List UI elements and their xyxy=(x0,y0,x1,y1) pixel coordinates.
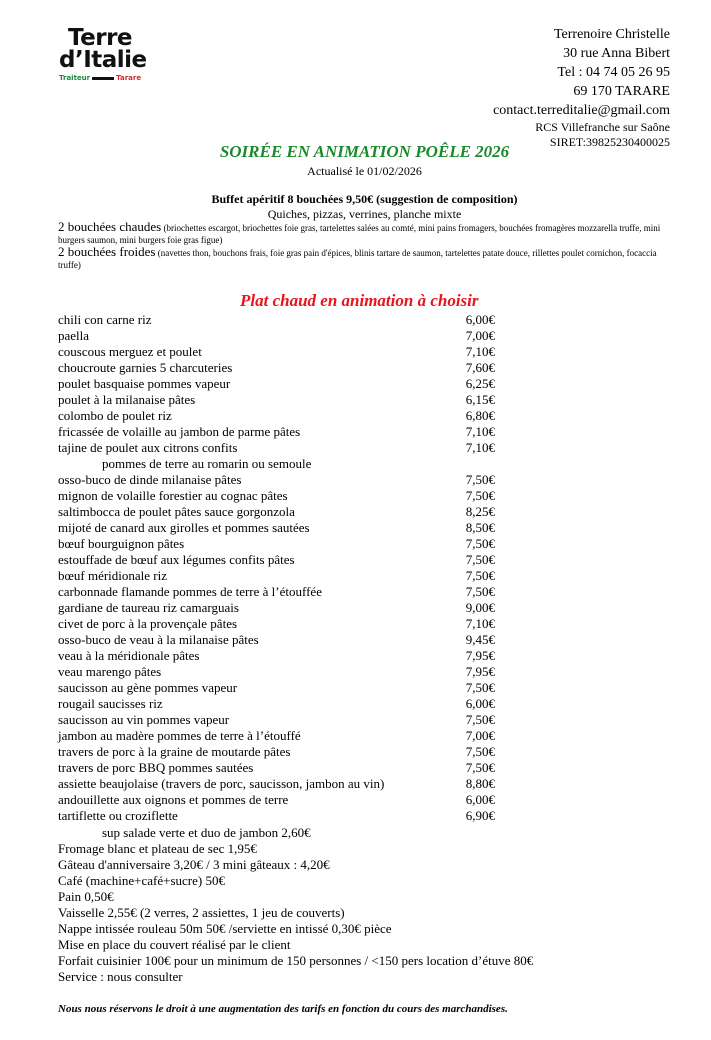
menu-item-name: choucroute garnies 5 charcuteries xyxy=(58,360,233,375)
menu-item-name: veau à la méridionale pâtes xyxy=(58,648,200,663)
menu-item-name: saltimbocca de poulet pâtes sauce gorgonzola xyxy=(58,504,295,519)
menu-item xyxy=(58,696,495,712)
updated-date: Actualisé le 01/02/2026 xyxy=(307,164,422,178)
menu-item-price: 7,50€ xyxy=(465,760,495,775)
menu-item-name: poulet basquaise pommes vapeur xyxy=(58,376,231,391)
menu-list xyxy=(58,312,495,824)
menu-item-price: 6,00€ xyxy=(465,792,495,807)
extra-item: Fromage blanc et plateau de sec 1,95€ xyxy=(58,841,257,856)
menu-item-name: assiette beaujolaise (travers de porc, saucisson, jambon au vin) xyxy=(58,776,385,791)
menu-item-name: bœuf méridionale riz xyxy=(58,568,168,583)
menu-item xyxy=(58,728,495,744)
menu-item xyxy=(58,520,495,536)
company-logo xyxy=(59,27,159,82)
menu-item-name: veau marengo pâtes xyxy=(58,664,162,679)
menu-item xyxy=(58,744,495,760)
menu-item-name: saucisson au vin pommes vapeur xyxy=(58,712,230,727)
logo-divider-bar xyxy=(92,77,114,80)
menu-item xyxy=(58,600,495,616)
menu-item xyxy=(58,440,495,456)
extra-item: Café (machine+café+sucre) 50€ xyxy=(58,873,225,888)
menu-item-name: gardiane de taureau riz camarguais xyxy=(58,600,239,615)
menu-item-price: 6,25€ xyxy=(465,376,495,391)
menu-item xyxy=(58,632,495,648)
menu-item xyxy=(58,760,495,776)
menu-item xyxy=(58,504,495,520)
menu-item xyxy=(58,360,495,376)
menu-item-name: osso-buco de dinde milanaise pâtes xyxy=(58,472,242,487)
menu-item-price: 7,00€ xyxy=(465,328,495,343)
contact-address: 30 rue Anna Bibert xyxy=(563,46,670,61)
menu-item-price: 7,50€ xyxy=(465,472,495,487)
menu-item xyxy=(58,408,495,424)
cold-bites-description xyxy=(58,246,678,271)
menu-item-price: 7,00€ xyxy=(465,728,495,743)
hot-bites-detail: (briochettes escargot, briochettes foie gras, tartelettes salées au comté, mini pains fromagers, bouchées fromagères mozzarella truffe, mini burgers saumon, mini burgers foie gras figue) xyxy=(58,223,661,245)
menu-item xyxy=(58,344,495,360)
hot-bites-lead: 2 bouchées chaudes xyxy=(58,219,162,234)
logo-tagline-tarare: Tarare xyxy=(116,74,142,82)
menu-item xyxy=(58,616,495,632)
menu-item-price: 7,50€ xyxy=(465,680,495,695)
menu-item-price: 7,95€ xyxy=(465,648,495,663)
hot-bites-description xyxy=(58,221,678,246)
extra-item: Gâteau d'anniversaire 3,20€ / 3 mini gâteaux : 4,20€ xyxy=(58,857,330,872)
menu-item-price: 7,50€ xyxy=(465,568,495,583)
menu-item-price: 8,80€ xyxy=(465,776,495,791)
menu-item xyxy=(58,712,495,728)
contact-name: Terrenoire Christelle xyxy=(553,27,670,42)
contact-email[interactable]: contact.terreditalie@gmail.com xyxy=(493,103,670,118)
menu-item-price: 7,50€ xyxy=(465,712,495,727)
document-title: SOIRÉE EN ANIMATION POÊLE 2026 xyxy=(219,142,510,161)
menu-item-name: couscous merguez et poulet xyxy=(58,344,202,359)
menu-item-price: 6,00€ xyxy=(465,696,495,711)
menu-item-price: 7,60€ xyxy=(465,360,495,375)
menu-item xyxy=(58,472,495,488)
menu-item-price: 7,10€ xyxy=(465,424,495,439)
extra-item: Forfait cuisinier 100€ pour un minimum de 150 personnes / <150 pers location d’étuve 80€ xyxy=(58,953,534,968)
menu-item xyxy=(58,680,495,696)
extras-list xyxy=(58,825,533,985)
menu-item xyxy=(58,536,495,552)
menu-item xyxy=(58,584,495,600)
menu-item-name: rougail saucisses riz xyxy=(58,696,163,711)
menu-item-price: 6,15€ xyxy=(465,392,495,407)
menu-item-name: travers de porc à la graine de moutarde pâtes xyxy=(58,744,291,759)
contact-siret: SIRET:39825230400025 xyxy=(549,135,670,149)
menu-item-name: chili con carne riz xyxy=(58,312,152,327)
menu-item xyxy=(58,808,495,824)
menu-item-price: 9,00€ xyxy=(465,600,495,615)
menu-item-price: 6,80€ xyxy=(465,408,495,423)
menu-item-name: civet de porc à la provençale pâtes xyxy=(58,616,238,631)
menu-item-price: 7,50€ xyxy=(465,584,495,599)
menu-item-price: 7,10€ xyxy=(465,440,495,455)
menu-item-name: tajine de poulet aux citrons confits xyxy=(58,440,238,455)
extra-item: Mise en place du couvert réalisé par le client xyxy=(58,937,291,952)
menu-item-name: fricassée de volaille au jambon de parme pâtes xyxy=(58,424,301,439)
extra-item: Nappe intissée rouleau 50m 50€ /serviette en intissé 0,30€ pièce xyxy=(58,921,392,936)
menu-item-name: poulet à la milanaise pâtes xyxy=(58,392,196,407)
extra-item: Service : nous consulter xyxy=(58,969,183,984)
menu-item-price: 7,95€ xyxy=(465,664,495,679)
menu-item xyxy=(58,488,495,504)
menu-item-price: 7,50€ xyxy=(465,536,495,551)
logo-text-line1: Terre xyxy=(68,25,133,51)
footer-note: Nous nous réservons le droit à une augmentation des tarifs en fonction du cours des marchandises. xyxy=(58,1003,508,1015)
menu-item xyxy=(58,376,495,392)
hot-dish-section-title: Plat chaud en animation à choisir xyxy=(240,291,479,310)
contact-city: 69 170 TARARE xyxy=(573,84,670,99)
menu-item xyxy=(58,648,495,664)
menu-item xyxy=(58,328,495,344)
menu-item xyxy=(58,552,495,568)
menu-item-price: 6,90€ xyxy=(465,808,495,823)
menu-item xyxy=(58,392,495,408)
extra-item: Pain 0,50€ xyxy=(58,889,114,904)
menu-item xyxy=(58,568,495,584)
menu-item-price: 7,10€ xyxy=(465,344,495,359)
menu-item-name: mijoté de canard aux girolles et pommes sautées xyxy=(58,520,310,535)
extra-item: Vaisselle 2,55€ (2 verres, 2 assiettes, 1 jeu de couverts) xyxy=(58,905,345,920)
buffet-subtitle: Quiches, pizzas, verrines, planche mixte xyxy=(267,207,462,221)
cold-bites-detail: (navettes thon, bouchons frais, foie gras pain d'épices, blinis tartare de saumon, tartelettes patate douce, rillettes poulet cornichon, focaccia truffe) xyxy=(58,248,657,270)
menu-item xyxy=(58,776,495,792)
menu-item-name: estouffade de bœuf aux légumes confits pâtes xyxy=(58,552,295,567)
menu-item-name: tartiflette ou croziflette xyxy=(58,808,178,823)
contact-rcs: RCS Villefranche sur Saône xyxy=(535,120,670,134)
cold-bites-lead: 2 bouchées froides xyxy=(58,244,156,259)
menu-item xyxy=(58,792,495,808)
extra-item: sup salade verte et duo de jambon 2,60€ xyxy=(102,825,311,840)
menu-item-name: carbonnade flamande pommes de terre à l’étouffée xyxy=(58,584,322,599)
menu-item-name: jambon au madère pommes de terre à l’étouffé xyxy=(58,728,301,743)
menu-item-name: bœuf bourguignon pâtes xyxy=(58,536,185,551)
menu-item-name: mignon de volaille forestier au cognac pâtes xyxy=(58,488,288,503)
menu-item-name: colombo de poulet riz xyxy=(58,408,172,423)
buffet-title: Buffet apéritif 8 bouchées 9,50€ (suggestion de composition) xyxy=(211,192,518,206)
menu-item-price: 7,10€ xyxy=(465,616,495,631)
menu-item-price: 7,50€ xyxy=(465,488,495,503)
menu-item xyxy=(58,312,495,328)
logo-tagline-traiteur: Traiteur xyxy=(59,74,91,82)
contact-block xyxy=(493,25,670,150)
menu-item-price: 7,50€ xyxy=(465,744,495,759)
menu-item xyxy=(58,424,495,440)
menu-item-price: 8,50€ xyxy=(465,520,495,535)
menu-item-price: 8,25€ xyxy=(465,504,495,519)
menu-item-name: andouillette aux oignons et pommes de terre xyxy=(58,792,289,807)
menu-item-price: 9,45€ xyxy=(465,632,495,647)
menu-item-note xyxy=(58,456,495,472)
menu-item-price: 6,00€ xyxy=(465,312,495,327)
menu-item xyxy=(58,664,495,680)
menu-item-name: pommes de terre au romarin ou semoule xyxy=(102,456,312,471)
menu-item-name: osso-buco de veau à la milanaise pâtes xyxy=(58,632,259,647)
logo-tagline xyxy=(59,74,159,82)
menu-item-name: paella xyxy=(58,328,90,343)
menu-item-name: travers de porc BBQ pommes sautées xyxy=(58,760,254,775)
logo-text-line2: d’Italie xyxy=(59,47,147,73)
contact-phone: Tel : 04 74 05 26 95 xyxy=(557,65,670,80)
menu-item-price: 7,50€ xyxy=(465,552,495,567)
menu-item-name: saucisson au gène pommes vapeur xyxy=(58,680,238,695)
